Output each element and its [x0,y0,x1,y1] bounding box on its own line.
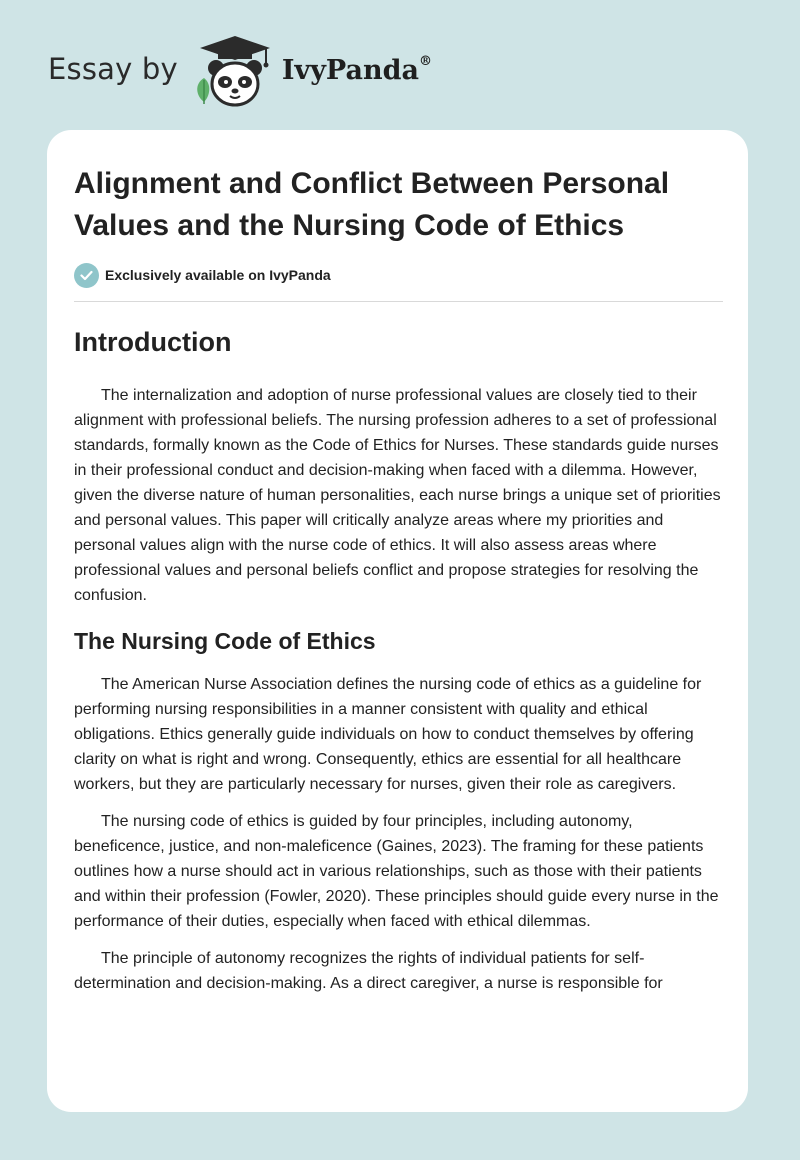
paragraph: The principle of autonomy recognizes the rights of individual patients for self-determination and decision-making. As a direct caregiver, a nurse is responsible for [74,950,663,992]
essay-card [47,130,748,1112]
site-header [48,34,432,110]
essay-by-label: Essay by [48,52,178,86]
paragraph: The nursing code of ethics is guided by four principles, including autonomy, beneficence, justice, and non-maleficence (Gaines, 2023). The framing for these patients outlines how a nurse should act in various relationships, such as those with their patients and within their profession (Fowler, 2020). These principles should guide every nurse in the performance of their duties, especially when faced with ethical dilemmas. [74,813,719,930]
check-circle-icon [74,263,99,288]
title-divider [74,301,723,302]
brand-name[interactable]: IvyPanda® [281,53,432,86]
exclusive-badge-label: Exclusively available on IvyPanda [105,267,331,283]
panda-graduate-icon[interactable] [192,34,278,110]
registered-mark: ® [418,53,432,69]
essay-content [74,163,723,996]
exclusive-badge [74,261,723,289]
section-heading-nursing-code: The Nursing Code of Ethics [74,628,376,654]
section-heading-introduction: Introduction [74,327,232,357]
paragraph: The internalization and adoption of nurse professional values are closely tied to their alignment with professional beliefs. The nursing profession adheres to a set of professional standards, formally known as the Code of Ethics for Nurses. These standards guide nurses in their professional conduct and decision-making when faced with a dilemma. However, given the diverse nature of human personalities, each nurse brings a unique set of priorities and personal values. This paper will critically analyze areas where my priorities and personal values align with the nurse code of ethics. It will also assess areas where professional values and personal beliefs conflict and propose strategies for resolving the confusion. [74,387,721,604]
essay-title: Alignment and Conflict Between Personal Values and the Nursing Code of Ethics [74,167,670,242]
paragraph: The American Nurse Association defines the nursing code of ethics as a guideline for performing nursing responsibilities in a manner consistent with quality and ethical obligations. Ethics generally guide individuals on how to conduct themselves by offering clarity on what is right and wrong. Consequently, ethics are essential for all healthcare workers, but they are particularly necessary for nurses, given their role as caregivers. [74,676,702,793]
